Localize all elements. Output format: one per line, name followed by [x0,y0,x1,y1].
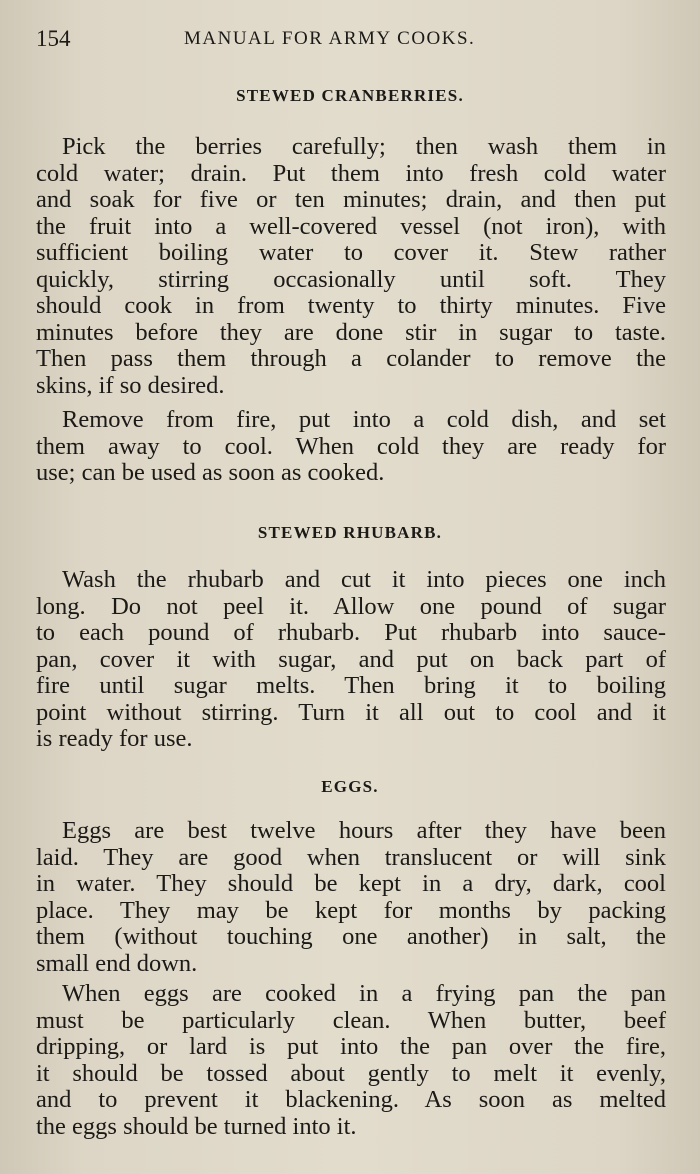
text-line: skins, if so desired. [36,371,225,399]
section-title-stewed-rhubarb: STEWED RHUBARB. [257,523,443,542]
paragraph-eggs-freshness [36,818,666,977]
text-line: Pick the berries carefully; then wash them in [62,133,666,160]
running-head: MANUAL FOR ARMY COOKS. [184,28,476,49]
text-line: and to prevent it blackening. As soon as melted [36,1086,666,1113]
text-line: pan, cover it with sugar, and put on back part of [36,645,666,673]
text-line: them away to cool. When cold they are ready for [36,432,666,460]
text-line: use; can be used as soon as cooked. [36,459,385,486]
text-line: sufficient boiling water to cover it. Stew rather [36,239,666,266]
text-line: must be particularly clean. When butter, beef [36,1006,666,1034]
text-line: it should be tossed about gently to melt it evenly, [36,1059,666,1087]
text-line: to each pound of rhubarb. Put rhubarb into sauce- [36,619,666,646]
text-line: point without stirring. Turn it all out to cool and it [36,698,666,726]
text-line: long. Do not peel it. Allow one pound of sugar [36,592,666,620]
text-line: place. They may be kept for months by packing [36,896,666,924]
text-line: When eggs are cooked in a frying pan the pan [62,980,666,1007]
text-line: Wash the rhubarb and cut it into pieces one inch [62,566,666,593]
text-line: small end down. [36,949,198,977]
paragraph-rhubarb-method [36,567,666,753]
page-header [36,26,660,56]
text-line: cold water; drain. Put them into fresh cold water [36,159,666,187]
page-number: 154 [36,26,71,51]
text-line: them (without touching one another) in salt, the [36,923,666,950]
text-line: dripping, or lard is put into the pan over the fire, [36,1033,666,1060]
text-line: minutes before they are done stir in sugar to taste. [36,318,666,346]
text-line: quickly, stirring occasionally until soft. They [36,265,666,293]
paragraph-eggs-frying [36,981,666,1140]
text-line: Then pass them through a colander to remove the [36,345,666,372]
section-title-stewed-cranberries: STEWED CRANBERRIES. [236,86,464,105]
paragraph-cranberries-cooling [36,407,666,487]
text-line: the eggs should be turned into it. [36,1112,357,1140]
text-line: Eggs are best twelve hours after they have been [62,817,666,844]
text-line: is ready for use. [36,725,193,752]
text-line: Remove from fire, put into a cold dish, and set [62,406,666,433]
text-line: in water. They should be kept in a dry, dark, cool [36,870,666,897]
text-line: and soak for five or ten minutes; drain, and then put [36,186,666,213]
paragraph-cranberries-method [36,134,666,399]
text-line: fire until sugar melts. Then bring it to boiling [36,672,666,699]
text-line: the fruit into a well-covered vessel (not iron), with [36,212,666,240]
section-title-eggs: EGGS. [321,777,379,796]
text-line: laid. They are good when translucent or will sink [36,843,666,871]
text-line: should cook in from twenty to thirty minutes. Five [36,292,666,319]
